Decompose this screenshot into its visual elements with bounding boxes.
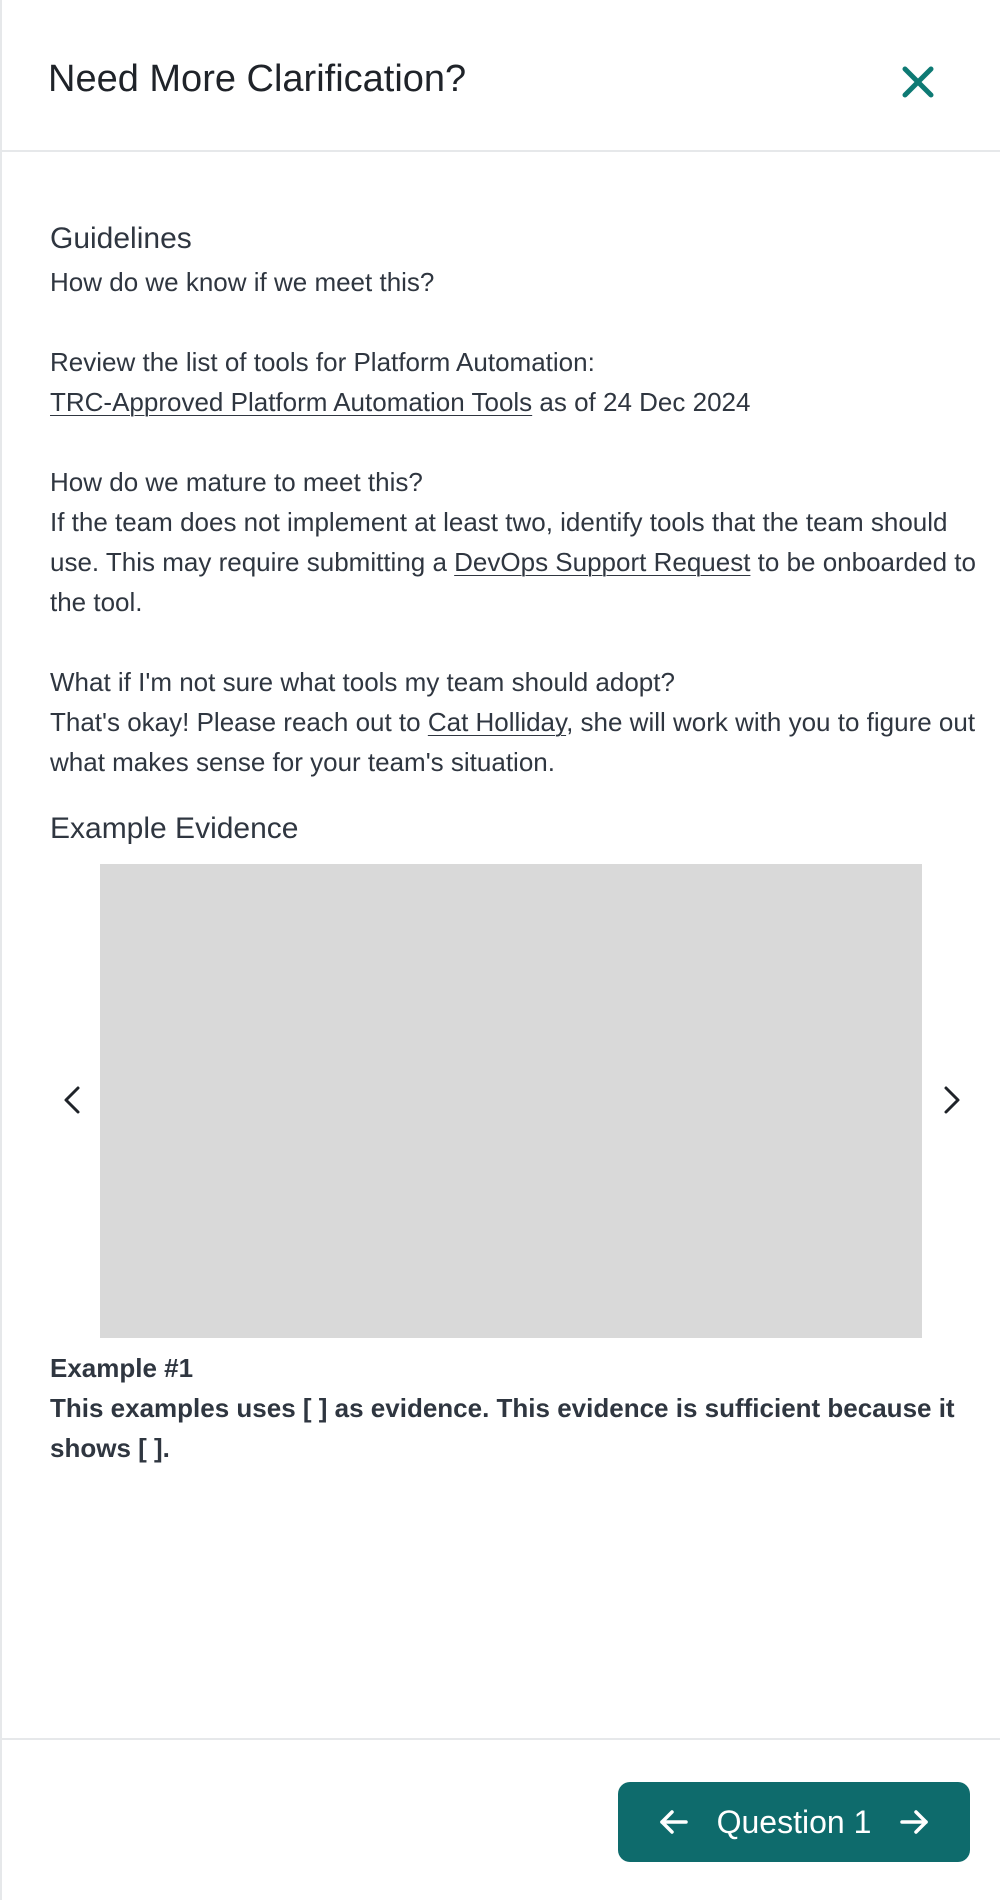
chevron-left-icon [54, 1080, 94, 1120]
guideline-answer-2-tail: to be onboarded to the tool. [50, 547, 976, 617]
guideline-answer-3 [50, 702, 980, 782]
guideline-answer-2-text: If the team does not implement at least two, identify tools that the team should use. This may require submitting a [50, 507, 948, 577]
close-icon [898, 62, 938, 102]
guideline-answer-3-text: That's okay! Please reach out to [50, 707, 428, 737]
panel-footer [2, 1738, 1000, 1900]
guideline-question-1: How do we know if we meet this? [50, 267, 435, 297]
guideline-question-2: How do we mature to meet this? [50, 467, 423, 497]
close-button[interactable] [898, 62, 938, 102]
devops-support-request-link[interactable]: DevOps Support Request [454, 547, 751, 577]
panel-content [50, 216, 980, 1463]
example-description [50, 1348, 980, 1468]
example-text: This examples uses [ ] as evidence. This evidence is sufficient because it shows [ ]. [50, 1393, 955, 1463]
question-nav-button[interactable] [618, 1782, 970, 1862]
arrow-right-icon [897, 1805, 931, 1839]
example-evidence-heading: Example Evidence [50, 812, 299, 845]
question-nav-label: Question 1 [716, 1803, 872, 1840]
guideline-answer-1 [50, 342, 980, 422]
approved-tools-link[interactable]: TRC-Approved Platform Automation Tools [50, 387, 533, 417]
guideline-answer-2 [50, 502, 980, 622]
guidelines-heading: Guidelines [50, 222, 192, 255]
arrow-left-icon [657, 1805, 691, 1839]
example-title: Example #1 [50, 1353, 194, 1383]
chevron-right-icon [930, 1080, 970, 1120]
guideline-question-3: What if I'm not sure what tools my team should adopt? [50, 667, 675, 697]
guideline-answer-1-intro: Review the list of tools for Platform Automation: [50, 347, 595, 377]
carousel-prev-button[interactable] [54, 1080, 94, 1120]
carousel-next-button[interactable] [930, 1080, 970, 1120]
evidence-carousel [50, 864, 1000, 1340]
guideline-answer-3-tail: , she will work with you to figure out what makes sense for your team's situation. [50, 707, 976, 777]
evidence-image-placeholder [100, 864, 922, 1338]
panel-header [2, 0, 1000, 152]
contact-person-link[interactable]: Cat Holliday [427, 707, 567, 737]
guideline-answer-1-date: as of 24 Dec 2024 [532, 387, 751, 417]
panel-title: Need More Clarification? [48, 58, 467, 100]
